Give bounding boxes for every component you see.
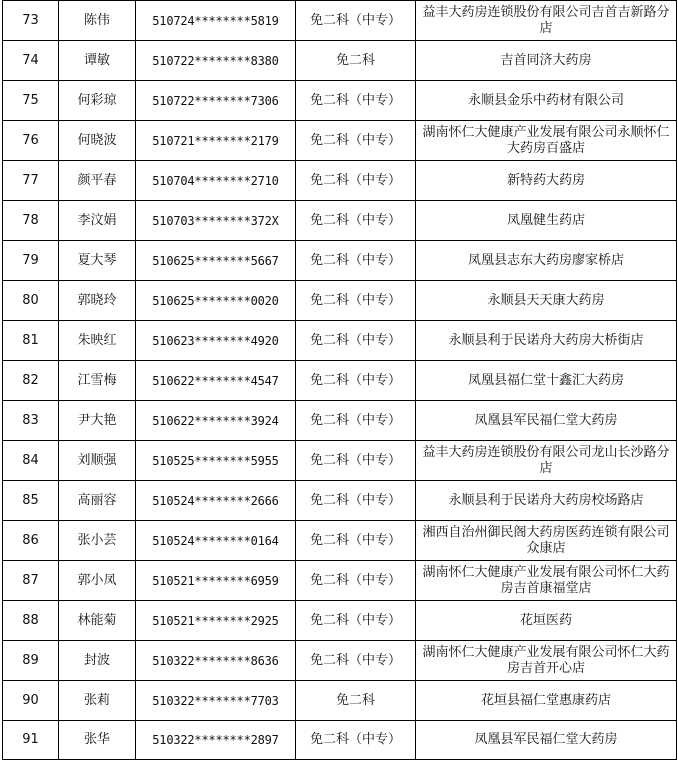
person-name: 李汶娟 (59, 201, 136, 241)
id-number: 510625********5667 (136, 241, 296, 281)
id-number: 510722********8380 (136, 41, 296, 81)
person-name: 何彩琼 (59, 81, 136, 121)
work-unit: 花垣县福仁堂惠康药店 (416, 681, 677, 721)
exam-exemption: 免二科（中专） (296, 161, 416, 201)
exam-exemption: 免二科（中专） (296, 601, 416, 641)
row-number: 80 (3, 281, 59, 321)
person-name: 谭敏 (59, 41, 136, 81)
row-number: 79 (3, 241, 59, 281)
table-row (3, 601, 677, 641)
table-row (3, 641, 677, 681)
roster-body (3, 1, 677, 760)
id-number: 510524********0164 (136, 521, 296, 561)
table-row (3, 281, 677, 321)
exam-exemption: 免二科（中专） (296, 201, 416, 241)
work-unit: 益丰大药房连锁股份有限公司龙山长沙路分店 (416, 441, 677, 481)
id-number: 510525********5955 (136, 441, 296, 481)
exam-exemption: 免二科（中专） (296, 721, 416, 760)
table-row (3, 721, 677, 760)
table-row (3, 81, 677, 121)
id-number: 510622********3924 (136, 401, 296, 441)
work-unit: 凤凰健生药店 (416, 201, 677, 241)
row-number: 88 (3, 601, 59, 641)
person-name: 张小芸 (59, 521, 136, 561)
row-number: 84 (3, 441, 59, 481)
table-row (3, 321, 677, 361)
exam-exemption: 免二科（中专） (296, 401, 416, 441)
id-number: 510521********6959 (136, 561, 296, 601)
row-number: 83 (3, 401, 59, 441)
row-number: 77 (3, 161, 59, 201)
table-row (3, 1, 677, 41)
work-unit: 永顺县金乐中药材有限公司 (416, 81, 677, 121)
person-name: 林能菊 (59, 601, 136, 641)
exam-exemption: 免二科（中专） (296, 521, 416, 561)
id-number: 510622********4547 (136, 361, 296, 401)
row-number: 73 (3, 1, 59, 41)
person-name: 夏大琴 (59, 241, 136, 281)
person-name: 朱映红 (59, 321, 136, 361)
id-number: 510524********2666 (136, 481, 296, 521)
person-name: 颜平春 (59, 161, 136, 201)
person-name: 张华 (59, 721, 136, 760)
id-number: 510623********4920 (136, 321, 296, 361)
row-number: 85 (3, 481, 59, 521)
exam-exemption: 免二科（中专） (296, 321, 416, 361)
work-unit: 永顺县天天康大药房 (416, 281, 677, 321)
table-row (3, 41, 677, 81)
row-number: 87 (3, 561, 59, 601)
work-unit: 益丰大药房连锁股份有限公司吉首吉新路分店 (416, 1, 677, 41)
exam-exemption: 免二科（中专） (296, 481, 416, 521)
id-number: 510724********5819 (136, 1, 296, 41)
exam-exemption: 免二科（中专） (296, 81, 416, 121)
row-number: 82 (3, 361, 59, 401)
id-number: 510722********7306 (136, 81, 296, 121)
work-unit: 永顺县利于民诺舟大药房大桥街店 (416, 321, 677, 361)
table-row (3, 361, 677, 401)
work-unit: 新特药大药房 (416, 161, 677, 201)
exam-exemption: 免二科（中专） (296, 361, 416, 401)
table-row (3, 521, 677, 561)
table-row (3, 201, 677, 241)
exam-exemption: 免二科（中专） (296, 241, 416, 281)
table-row (3, 681, 677, 721)
work-unit: 湖南怀仁大健康产业发展有限公司怀仁大药房吉首康福堂店 (416, 561, 677, 601)
id-number: 510322********2897 (136, 721, 296, 760)
row-number: 91 (3, 721, 59, 760)
person-name: 刘顺强 (59, 441, 136, 481)
row-number: 74 (3, 41, 59, 81)
table-row (3, 241, 677, 281)
id-number: 510322********8636 (136, 641, 296, 681)
work-unit: 凤凰县福仁堂十鑫汇大药房 (416, 361, 677, 401)
row-number: 81 (3, 321, 59, 361)
work-unit: 永顺县利于民诺舟大药房校场路店 (416, 481, 677, 521)
id-number: 510703********372X (136, 201, 296, 241)
work-unit: 凤凰县军民福仁堂大药房 (416, 721, 677, 760)
exam-exemption: 免二科（中专） (296, 281, 416, 321)
row-number: 76 (3, 121, 59, 161)
exam-exemption: 免二科 (296, 41, 416, 81)
person-name: 郭小凤 (59, 561, 136, 601)
roster-table (2, 0, 677, 760)
table-row (3, 401, 677, 441)
exam-exemption: 免二科（中专） (296, 641, 416, 681)
table-row (3, 121, 677, 161)
id-number: 510721********2179 (136, 121, 296, 161)
person-name: 封波 (59, 641, 136, 681)
table-row (3, 441, 677, 481)
work-unit: 湖南怀仁大健康产业发展有限公司永顺怀仁大药房百盛店 (416, 121, 677, 161)
work-unit: 湘西自治州御民阁大药房医药连锁有限公司众康店 (416, 521, 677, 561)
work-unit: 凤凰县军民福仁堂大药房 (416, 401, 677, 441)
person-name: 陈伟 (59, 1, 136, 41)
exam-exemption: 免二科（中专） (296, 1, 416, 41)
exam-exemption: 免二科（中专） (296, 441, 416, 481)
person-name: 尹大艳 (59, 401, 136, 441)
person-name: 郭晓玲 (59, 281, 136, 321)
work-unit: 花垣医药 (416, 601, 677, 641)
id-number: 510322********7703 (136, 681, 296, 721)
table-row (3, 161, 677, 201)
person-name: 何晓波 (59, 121, 136, 161)
exam-exemption: 免二科（中专） (296, 561, 416, 601)
work-unit: 凤凰县志东大药房廖家桥店 (416, 241, 677, 281)
exam-exemption: 免二科（中专） (296, 121, 416, 161)
table-row (3, 481, 677, 521)
person-name: 高丽容 (59, 481, 136, 521)
id-number: 510625********0020 (136, 281, 296, 321)
row-number: 90 (3, 681, 59, 721)
person-name: 江雪梅 (59, 361, 136, 401)
id-number: 510704********2710 (136, 161, 296, 201)
id-number: 510521********2925 (136, 601, 296, 641)
row-number: 75 (3, 81, 59, 121)
work-unit: 吉首同济大药房 (416, 41, 677, 81)
table-row (3, 561, 677, 601)
work-unit: 湖南怀仁大健康产业发展有限公司怀仁大药房吉首开心店 (416, 641, 677, 681)
exam-exemption: 免二科 (296, 681, 416, 721)
row-number: 86 (3, 521, 59, 561)
row-number: 78 (3, 201, 59, 241)
row-number: 89 (3, 641, 59, 681)
person-name: 张莉 (59, 681, 136, 721)
